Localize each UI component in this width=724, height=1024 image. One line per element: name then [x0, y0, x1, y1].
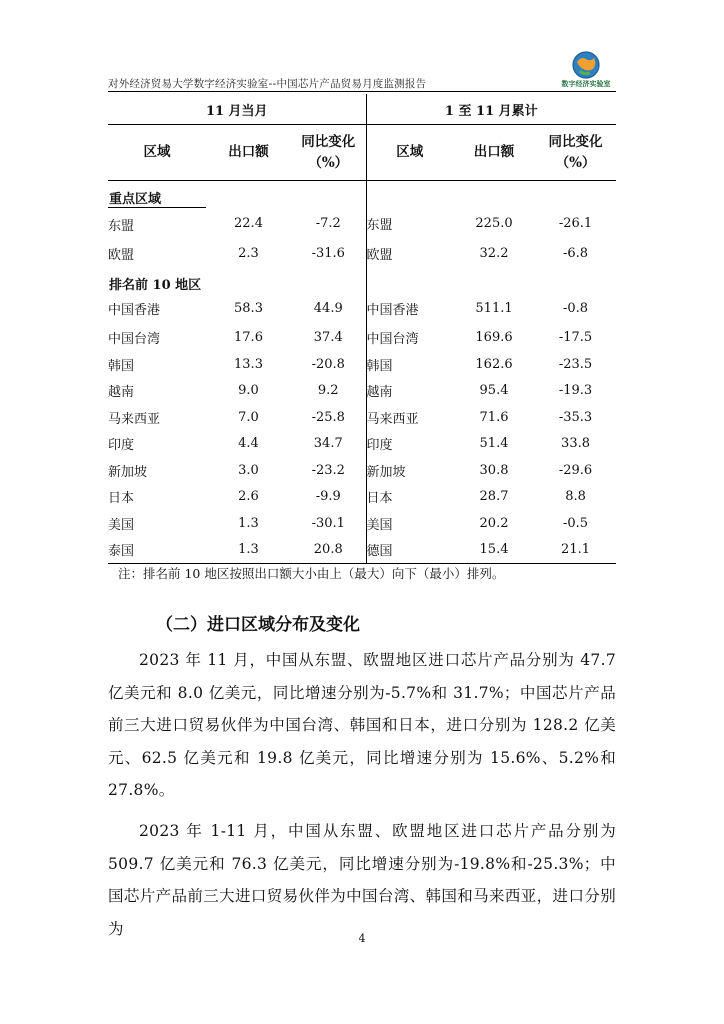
col-export: 出口额 — [206, 125, 291, 181]
change-cell: -31.6 — [291, 240, 366, 267]
region-cell: 中国台湾 — [108, 332, 161, 348]
col-region: 区域 — [108, 125, 206, 181]
logo-text: 数字经济实验室 — [561, 80, 611, 88]
change-cell: -23.2 — [291, 457, 366, 484]
region-cell: 日本 — [108, 491, 135, 507]
export-cum-cell: 20.2 — [479, 515, 509, 531]
export-cell: 7.0 — [238, 409, 259, 425]
change-cum-cell: 8.8 — [565, 489, 586, 505]
region-cum-cell: 美国 — [366, 517, 393, 533]
page-number: 4 — [358, 932, 366, 945]
change-cum-cell: -0.5 — [562, 515, 589, 531]
group-cumulative: 1 至 11 月累计 — [366, 94, 616, 125]
change-cell: 44.9 — [291, 293, 366, 325]
export-cell: 13.3 — [234, 356, 263, 372]
region-cell: 中国香港 — [108, 303, 161, 318]
change-cell: 20.8 — [291, 537, 366, 564]
table-group-header — [108, 94, 616, 125]
table-row — [108, 378, 616, 405]
export-cum-cell: 71.6 — [479, 409, 509, 425]
change-cum-cell: 21.1 — [535, 537, 616, 564]
table-row — [108, 240, 616, 267]
section-row-top — [108, 267, 616, 293]
table-row — [108, 457, 616, 484]
export-cell: 17.6 — [234, 330, 263, 346]
change-cum-cell: -17.5 — [558, 330, 593, 346]
region-cum-cell: 欧盟 — [366, 247, 393, 263]
export-cell: 3.0 — [238, 462, 259, 478]
export-cell: 1.3 — [206, 537, 291, 564]
section-key-label: 重点区域 — [108, 181, 206, 208]
globe-icon — [571, 50, 601, 80]
change-cell: -20.8 — [291, 351, 366, 378]
change-cell: -25.8 — [291, 404, 366, 431]
change-cum-cell: 33.8 — [561, 436, 590, 452]
change-cum-cell: -23.5 — [558, 356, 593, 372]
col-region-cum: 区域 — [366, 125, 453, 181]
region-cell: 东盟 — [108, 218, 135, 234]
export-cell: 4.4 — [238, 436, 259, 452]
change-cum-cell: -19.3 — [558, 383, 593, 399]
lab-logo — [560, 50, 612, 94]
export-cum-cell: 225.0 — [475, 216, 513, 232]
change-cum-cell: -29.6 — [558, 462, 593, 478]
region-cum-cell: 越南 — [366, 385, 393, 401]
group-current-month: 11 月当月 — [108, 94, 366, 125]
export-cum-cell: 28.7 — [479, 489, 509, 505]
region-cum-cell: 德国 — [366, 537, 453, 564]
export-cum-cell: 511.1 — [475, 301, 513, 316]
region-cum-cell: 马来西亚 — [366, 411, 419, 427]
export-cum-cell: 32.2 — [479, 245, 509, 261]
export-cum-cell: 51.4 — [479, 436, 509, 452]
report-header: 对外经济贸易大学数字经济实验室--中国芯片产品贸易月度监测报告 — [108, 78, 427, 90]
header-rule — [108, 91, 616, 92]
export-region-table — [108, 94, 616, 564]
col-change-cum — [535, 125, 616, 181]
table-row — [108, 431, 616, 458]
change-cell: -30.1 — [291, 510, 366, 537]
export-cum-cell: 30.8 — [479, 462, 509, 478]
table-row — [108, 537, 616, 564]
export-cell: 2.3 — [238, 245, 259, 261]
table-row — [108, 351, 616, 378]
table-row — [108, 293, 616, 325]
region-cum-cell: 韩国 — [366, 358, 393, 374]
change-cell: -9.9 — [291, 484, 366, 511]
export-cell: 22.4 — [234, 216, 263, 232]
change-cum-cell: -26.1 — [558, 216, 593, 232]
region-cell: 欧盟 — [108, 247, 135, 263]
change-cell: 9.2 — [291, 378, 366, 405]
change-cell: 34.7 — [291, 431, 366, 458]
section-top-label: 排名前 10 地区 — [109, 277, 202, 293]
table-row — [108, 325, 616, 352]
table-column-header — [108, 125, 616, 181]
region-cum-cell: 日本 — [366, 491, 393, 507]
col-change — [291, 125, 366, 181]
export-cum-cell: 95.4 — [479, 383, 509, 399]
table-note: 注：排名前 10 地区按照出口额大小由上（最大）向下（最小）排列。 — [118, 566, 505, 581]
export-cell: 58.3 — [234, 301, 263, 316]
table-row — [108, 208, 616, 241]
table-row — [108, 404, 616, 431]
region-cum-cell: 中国台湾 — [366, 332, 419, 348]
region-cell: 印度 — [108, 438, 135, 454]
paragraph: 2023 年 1-11 月，中国从东盟、欧盟地区进口芯片产品分别为 509.7 亿美元和 76.3 亿美元，同比增速分别为-19.8%和-25.3%；中国芯片产品前三大进口贸易伙伴为中国台湾、韩国和马来西亚，进口分别为 — [108, 822, 616, 938]
export-cum-cell: 169.6 — [475, 330, 513, 346]
region-cum-cell: 东盟 — [366, 218, 393, 234]
change-cum-cell: -35.3 — [558, 409, 593, 425]
paragraph: 2023 年 11 月，中国从东盟、欧盟地区进口芯片产品分别为 47.7 亿美元和 8.0 亿美元，同比增速分别为-5.7%和 31.7%；中国芯片产品前三大进口贸易伙伴为中国台湾、韩国和日本，进口分别为 128.2 亿美元、62.5 亿美元和 19.8 亿美元，同比增速分别为 15.6%、5.2%和 27.8%。 — [108, 651, 616, 799]
region-cum-cell: 中国香港 — [366, 303, 419, 318]
export-cell: 1.3 — [238, 515, 259, 531]
region-cum-cell: 印度 — [366, 438, 393, 454]
change-cum-cell: -6.8 — [562, 245, 589, 261]
change-cell: -7.2 — [291, 208, 366, 241]
col-change-cum-label: 同比变化（%） — [548, 133, 603, 171]
region-cell: 马来西亚 — [108, 411, 161, 427]
region-cell: 美国 — [108, 517, 135, 533]
region-cell: 韩国 — [108, 358, 135, 374]
table-row — [108, 510, 616, 537]
section-title: （二）进口区域分布及变化 — [156, 615, 360, 635]
region-cell: 新加坡 — [108, 464, 148, 480]
change-cell: 37.4 — [291, 325, 366, 352]
export-cum-cell: 15.4 — [453, 537, 535, 564]
col-change-label: 同比变化（%） — [301, 133, 356, 171]
region-cell: 越南 — [108, 385, 135, 401]
change-cum-cell: -0.8 — [562, 301, 589, 316]
export-cell: 2.6 — [238, 489, 259, 505]
section-row-key — [108, 181, 616, 208]
export-cum-cell: 162.6 — [475, 356, 513, 372]
region-cum-cell: 新加坡 — [366, 464, 406, 480]
col-export-cum: 出口额 — [453, 125, 535, 181]
export-cell: 9.0 — [238, 383, 259, 399]
table-row — [108, 484, 616, 511]
region-cell: 泰国 — [108, 537, 206, 564]
